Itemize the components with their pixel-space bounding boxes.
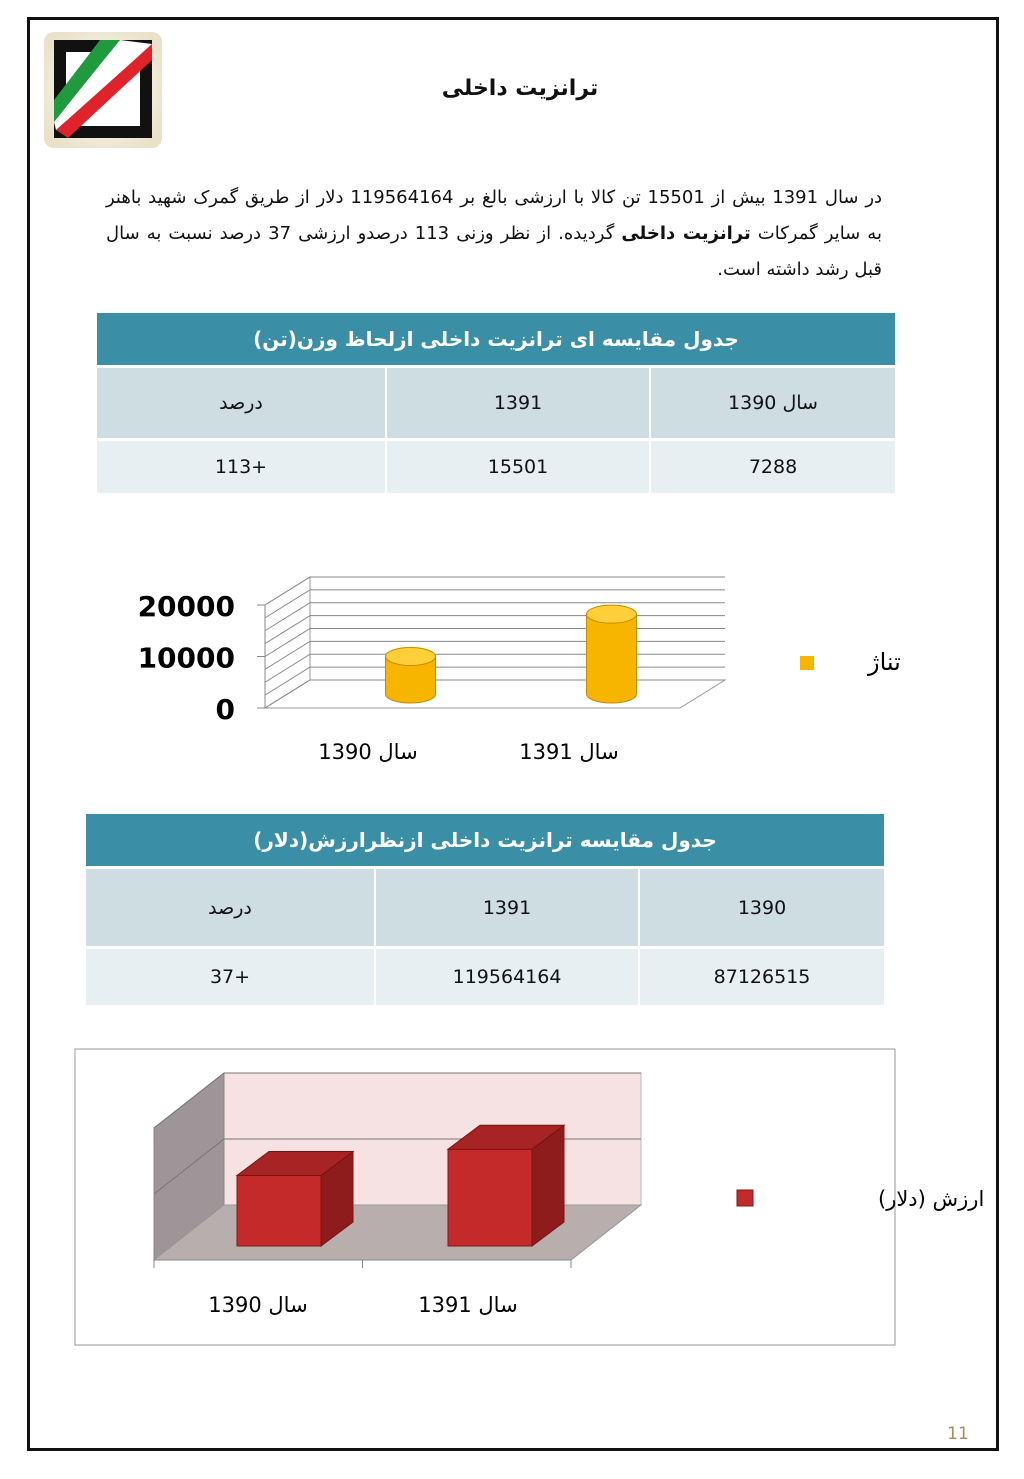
chart-gridline bbox=[265, 577, 725, 605]
bar bbox=[237, 1175, 321, 1246]
intro-text-start: در سال 1391 بیش از 15501 تن کالا با ارزشی بالغ بر 119564164 دلار از طریق گمرک شهید باهنر به سایر گمرکات bbox=[106, 187, 883, 244]
table-caption: جدول مقایسه ترانزیت داخلی ازنظرارزش(دلار) bbox=[86, 814, 884, 868]
value-comparison-table bbox=[86, 814, 884, 1005]
table-header-cell: درصد bbox=[97, 367, 386, 440]
customs-logo bbox=[42, 30, 164, 150]
intro-text-bold: ترانزیت داخلی bbox=[621, 223, 751, 244]
y-tick-label: 0 bbox=[215, 693, 235, 726]
table-header-cell: سال 1390 bbox=[650, 367, 895, 440]
x-tick-label: سال 1390 bbox=[208, 1293, 308, 1317]
legend-label: تناژ bbox=[868, 648, 901, 676]
table-cell: 119564164 bbox=[375, 948, 639, 1006]
intro-paragraph bbox=[106, 180, 882, 288]
table-header-cell: 1390 bbox=[639, 868, 884, 948]
table-header-cell: درصد bbox=[86, 868, 375, 948]
table-caption: جدول مقایسه ای ترانزیت داخلی ازلحاظ وزن(تن) bbox=[97, 313, 895, 367]
chart-gridline bbox=[265, 603, 725, 631]
weight-chart bbox=[137, 560, 901, 770]
y-tick-label: 20000 bbox=[137, 590, 235, 623]
chart-gridline bbox=[265, 629, 725, 657]
table-cell: 15501 bbox=[386, 440, 650, 494]
weight-comparison-table bbox=[97, 313, 895, 493]
bar-top bbox=[587, 605, 637, 623]
legend-label: ارزش (دلار) bbox=[878, 1187, 985, 1211]
chart-gridline bbox=[265, 641, 725, 669]
table-header-cell: 1391 bbox=[375, 868, 639, 948]
value-chart bbox=[74, 1048, 985, 1348]
bar bbox=[587, 614, 637, 703]
table-cell: 7288 bbox=[650, 440, 895, 494]
table-cell: 87126515 bbox=[639, 948, 884, 1006]
table-cell: +113 bbox=[97, 440, 386, 494]
x-tick-label: سال 1390 bbox=[318, 740, 418, 764]
x-tick-label: سال 1391 bbox=[418, 1293, 518, 1317]
bar bbox=[448, 1149, 532, 1246]
table-header-cell: 1391 bbox=[386, 367, 650, 440]
chart-gridline bbox=[265, 616, 725, 644]
chart-gridline bbox=[265, 590, 725, 618]
chart-gridline bbox=[265, 654, 725, 682]
y-tick-label: 10000 bbox=[137, 641, 235, 675]
legend-swatch bbox=[737, 1190, 753, 1206]
page-title: ترانزیت داخلی bbox=[441, 76, 599, 101]
intro-text-end: گردیده. از نظر وزنی 113 درصدو ارزشی 37 درصد نسبت به سال قبل رشد داشته است. bbox=[106, 223, 882, 280]
table-cell: +37 bbox=[86, 948, 375, 1006]
chart-floor bbox=[265, 680, 725, 708]
page-number: 11 bbox=[947, 1424, 969, 1444]
x-tick-label: سال 1391 bbox=[519, 740, 619, 764]
legend-swatch bbox=[800, 656, 814, 670]
bar-top bbox=[386, 647, 436, 665]
chart-floor bbox=[154, 1205, 641, 1260]
